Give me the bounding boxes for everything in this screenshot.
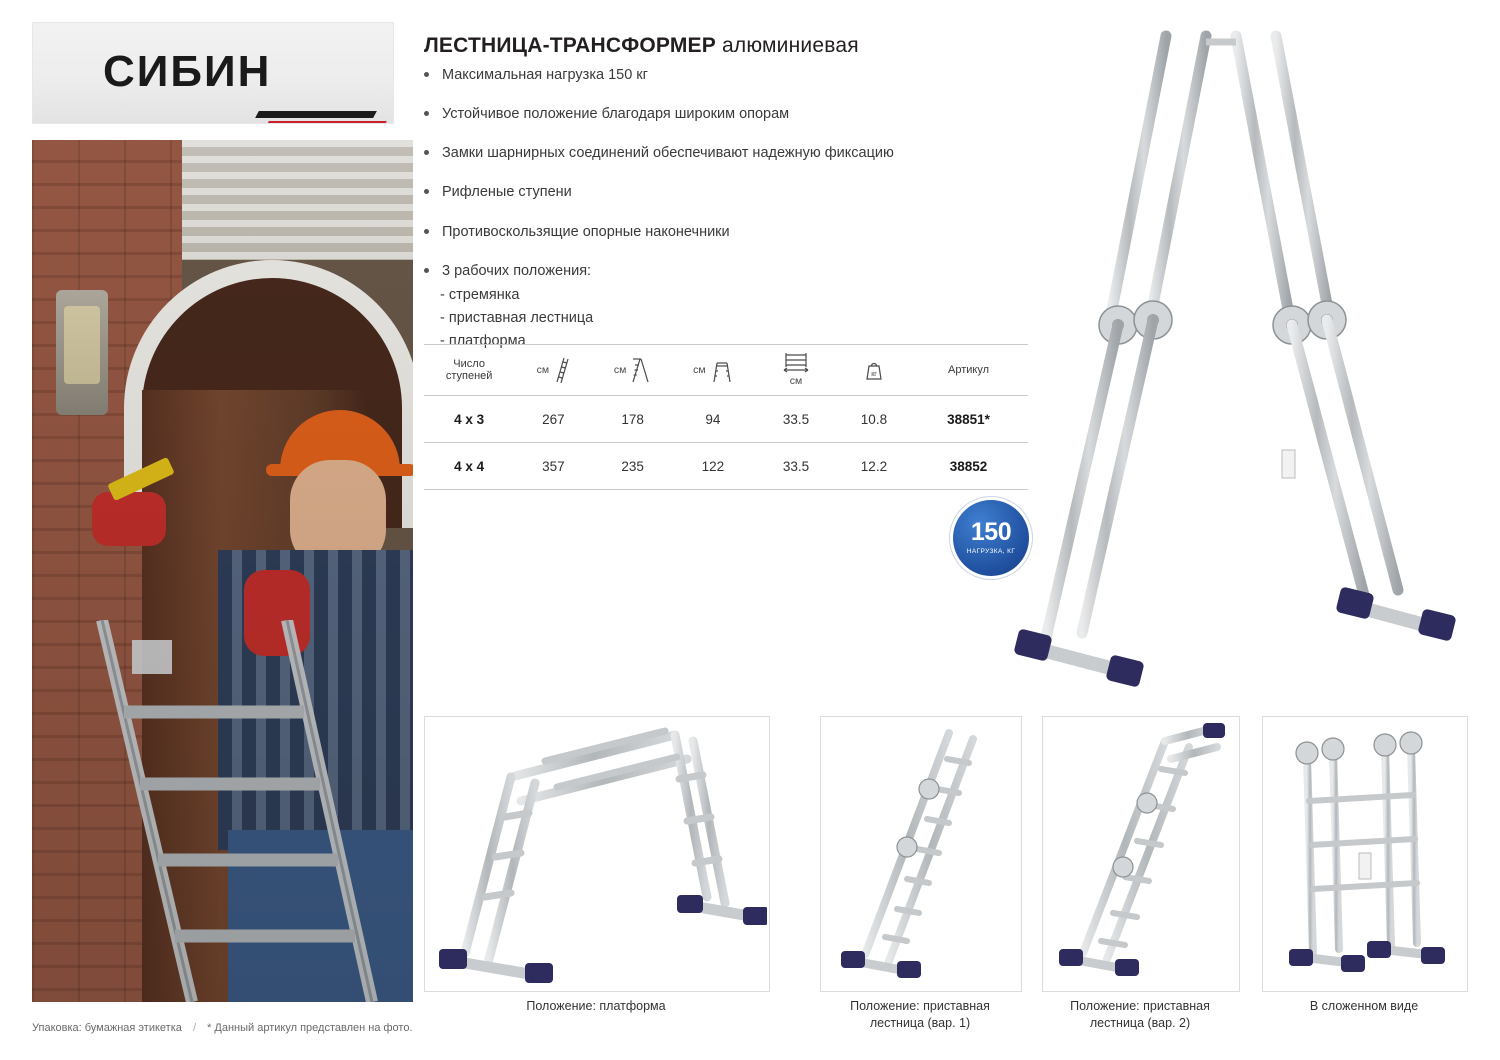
header-length bbox=[514, 345, 592, 396]
header-platform-unit: см bbox=[693, 364, 706, 376]
cell-weight: 12.2 bbox=[839, 443, 909, 490]
cell-height: 235 bbox=[592, 443, 672, 490]
specification-table bbox=[424, 344, 1028, 490]
photo-shading bbox=[32, 140, 413, 1002]
weight-icon bbox=[862, 358, 886, 382]
cell-height: 178 bbox=[592, 396, 672, 443]
footer-separator: / bbox=[192, 1022, 197, 1034]
brand-name: СИБИН bbox=[103, 47, 272, 96]
variant-card-folded bbox=[1262, 716, 1468, 992]
header-width-unit: см bbox=[789, 375, 803, 387]
ladder-platform-icon bbox=[711, 357, 733, 383]
variant-card-lean-2 bbox=[1042, 716, 1240, 992]
page-title-strong: ЛЕСТНИЦА-ТРАНСФОРМЕР bbox=[424, 34, 716, 57]
header-steps-line2: ступеней bbox=[445, 370, 493, 382]
header-height bbox=[592, 345, 672, 396]
variant-caption-lean-1-line1: Положение: приставная bbox=[850, 999, 990, 1013]
cell-weight: 10.8 bbox=[839, 396, 909, 443]
hero-photo bbox=[32, 140, 413, 1002]
ladder-platform-photo bbox=[425, 717, 767, 989]
main-ladder-svg bbox=[990, 20, 1470, 700]
feature-item: 3 рабочих положения: bbox=[424, 262, 984, 280]
page-title bbox=[424, 34, 859, 58]
feature-item: Максимальная нагрузка 150 кг bbox=[424, 66, 984, 84]
header-length-unit: см bbox=[536, 364, 550, 376]
feature-list bbox=[424, 66, 984, 349]
main-product-illustration bbox=[990, 20, 1470, 700]
footer-article-note: * Данный артикул представлен на фото. bbox=[207, 1022, 413, 1034]
position-option: - приставная лестница bbox=[440, 309, 594, 326]
cell-steps: 4 х 3 bbox=[424, 396, 514, 443]
feature-item: Замки шарнирных соединений обеспечивают надежную фиксацию bbox=[424, 144, 984, 162]
variant-caption-platform: Положение: платформа bbox=[526, 999, 666, 1013]
position-option: - платформа bbox=[440, 332, 526, 349]
cell-article: 38852 bbox=[909, 443, 1028, 490]
ladder-extended-icon bbox=[554, 357, 570, 383]
table-header-row bbox=[424, 345, 1028, 396]
cell-platform: 94 bbox=[673, 396, 753, 443]
load-badge-value: 150 bbox=[970, 518, 1012, 546]
cell-platform: 122 bbox=[673, 443, 753, 490]
variant-caption-lean-2 bbox=[1042, 998, 1238, 1032]
header-width bbox=[753, 345, 839, 396]
position-option: - стремянка bbox=[440, 286, 520, 303]
brand-logo-block bbox=[32, 22, 394, 124]
page-title-regular: алюминиевая bbox=[715, 34, 859, 57]
cell-length: 267 bbox=[514, 396, 592, 443]
header-article: Артикул bbox=[909, 345, 1028, 396]
variant-caption-lean-2-line1: Положение: приставная bbox=[1070, 999, 1210, 1013]
cell-length: 357 bbox=[514, 443, 592, 490]
ladder-lean-2-photo bbox=[1043, 717, 1237, 989]
variant-card-lean-1 bbox=[820, 716, 1022, 992]
header-steps-line1: Число bbox=[453, 358, 485, 370]
variant-caption-lean-1 bbox=[820, 998, 1020, 1032]
table-row bbox=[424, 396, 1028, 443]
cell-steps: 4 х 4 bbox=[424, 443, 514, 490]
footer-note bbox=[32, 1022, 413, 1034]
footer-packaging: Упаковка: бумажная этикетка bbox=[32, 1022, 182, 1034]
header-steps bbox=[424, 345, 514, 396]
header-platform bbox=[673, 345, 753, 396]
load-badge-caption: НАГРУЗКА, КГ bbox=[966, 548, 1016, 555]
variant-caption-folded: В сложенном виде bbox=[1309, 999, 1419, 1013]
logo-stripe-red bbox=[265, 121, 387, 124]
variant-caption-lean-2-line2: лестница (вар. 2) bbox=[1089, 1015, 1191, 1030]
cell-width: 33.5 bbox=[753, 396, 839, 443]
logo-stripe-black bbox=[255, 111, 377, 118]
header-weight bbox=[839, 345, 909, 396]
ladder-lean-1-photo bbox=[821, 717, 1019, 989]
ladder-stepladder-icon bbox=[631, 357, 651, 383]
feature-item: Рифленые ступени bbox=[424, 183, 984, 201]
variant-caption-lean-1-line2: лестница (вар. 1) bbox=[869, 1015, 971, 1030]
cell-width: 33.5 bbox=[753, 443, 839, 490]
header-height-unit: см bbox=[613, 364, 627, 376]
feature-item: Устойчивое положение благодаря широким опорам bbox=[424, 105, 984, 123]
ladder-folded-photo bbox=[1263, 717, 1465, 989]
feature-item: Противоскользящие опорные наконечники bbox=[424, 223, 984, 241]
variant-card-platform bbox=[424, 716, 770, 992]
svg-text:кг: кг bbox=[871, 371, 877, 378]
ladder-width-icon bbox=[781, 353, 811, 373]
cell-article: 38851* bbox=[909, 396, 1028, 443]
table-row bbox=[424, 443, 1028, 490]
